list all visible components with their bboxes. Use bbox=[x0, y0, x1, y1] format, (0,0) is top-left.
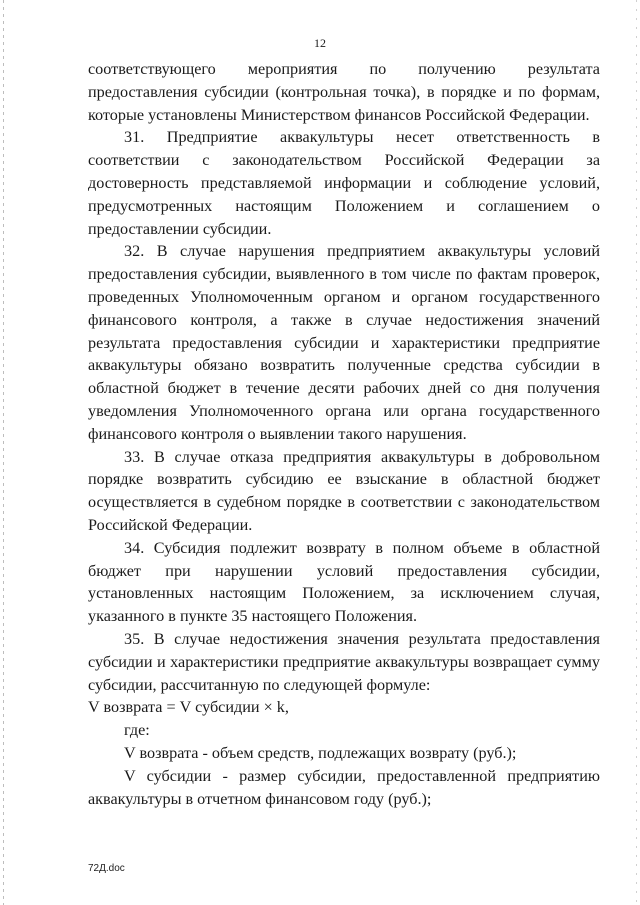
paragraph-34: 34. Субсидия подлежит возврату в полном объеме в областной бюджет при нарушении условий предоставления субсидии, установленных настоящим Положением, за исключением случая, указанного в пункте 35 настоящего Положения. bbox=[88, 538, 600, 626]
definition-v-subsidy: V субсидии - размер субсидии, предоставленной предприятию аквакультуры в отчетном финансовом году (руб.); bbox=[88, 766, 600, 808]
paragraph-35: 35. В случае недостижения значения результата предоставления субсидии и характеристики предприятие аквакультуры возвращает сумму субсидии, рассчитанную по следующей формуле: bbox=[88, 629, 600, 694]
paragraph-33: 33. В случае отказа предприятия аквакультуры в добровольном порядке возвратить субсидию ее взыскание в областной бюджет осуществляется в судебном порядке в соответствии с законодательством Российской Федерации. bbox=[88, 447, 600, 534]
paragraph-continuation: соответствующего мероприятия по получению результата предоставления субсидии (контрольная точка), в порядке и по формам, которые установлены Министерством финансов Российской Федерации. bbox=[88, 60, 600, 124]
scan-edge-right bbox=[636, 0, 637, 905]
file-name-footer: 72Д.doc bbox=[88, 863, 125, 874]
definition-v-return: V возврата - объем средств, подлежащих возврату (руб.); bbox=[124, 743, 517, 762]
scan-edge-left bbox=[3, 0, 4, 905]
formula: V возврата = V субсидии × k, bbox=[88, 698, 289, 717]
paragraph-31: 31. Предприятие аквакультуры несет ответственность в соответствии с законодательством Российской Федерации за достоверность представляемой информации и соблюдение условий, предусмотренных настоящим Положением и соглашением о предоставлении субсидии. bbox=[88, 128, 600, 238]
page-number: 12 bbox=[314, 36, 326, 50]
formula-where: где: bbox=[124, 721, 150, 740]
document-body bbox=[88, 58, 600, 810]
paragraph-32: 32. В случае нарушения предприятием аквакультуры условий предоставления субсидии, выявленного в том числе по фактам проверок, проведенных Уполномоченным органом и органом государственного финансового контроля, а также в случае недостижения значений результата предоставления субсидии и характеристики предприятие аквакультуры обязано возвратить полученные средства субсидии в областной бюджет в течение десяти рабочих дней со дня получения уведомления Уполномоченного органа или органа государственного финансового контроля о выявлении такого нарушения. bbox=[88, 242, 600, 443]
